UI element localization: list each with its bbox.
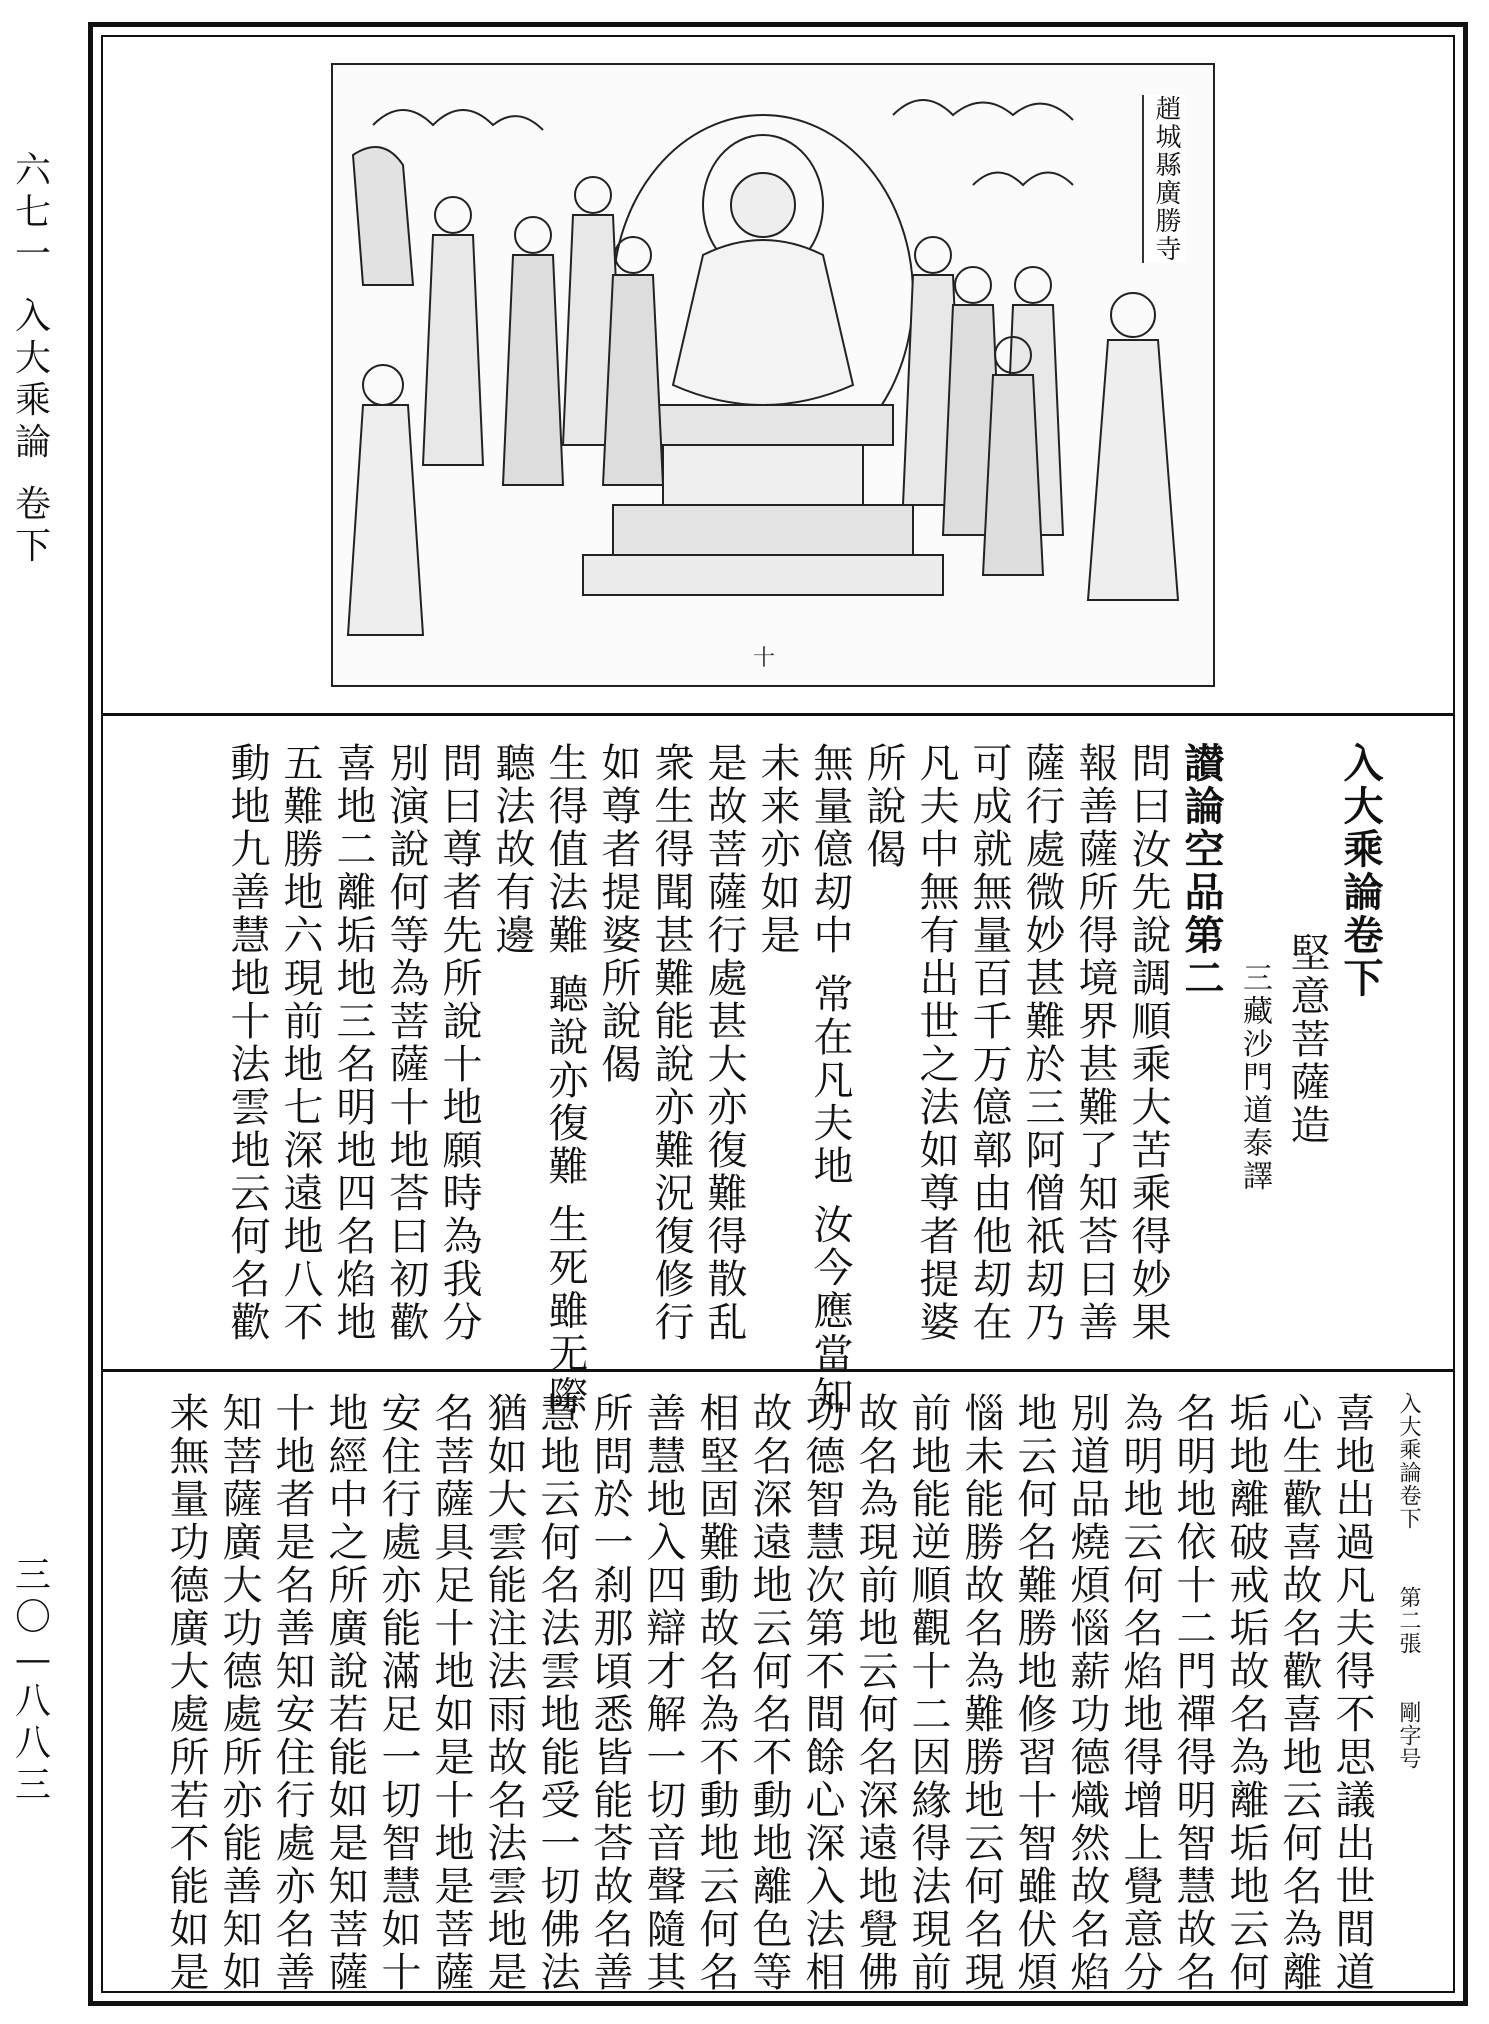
temple-label: 趙城縣廣勝寺: [1142, 95, 1185, 263]
text-column: 為明地云何名焰地得增上覺意分: [1117, 1392, 1163, 1994]
text-column: 安住行處亦能滿足一切智慧如十: [375, 1392, 421, 1994]
margin-char: 論: [14, 422, 51, 463]
text-column: 慧地云何名法雲地能受一切佛法: [534, 1392, 580, 1994]
frontispiece-illustration: [331, 63, 1215, 687]
text-column: 地經中之所廣說若能如是知菩薩: [322, 1392, 368, 1994]
margin-char: 卷: [14, 484, 51, 525]
block-note: [1383, 1392, 1433, 1992]
text-column: 心生歡喜故名歡喜地云何名為離: [1276, 1392, 1322, 1994]
text-column: 所說偈: [860, 742, 906, 871]
text-column: 名菩薩具足十地如是十地是菩薩: [428, 1392, 474, 1994]
cloud-shape: [973, 173, 1073, 186]
margin-char: 入: [14, 296, 51, 337]
text-column: 報善薩所得境界甚難了知荅曰善: [1072, 742, 1118, 1344]
text-column: 相堅固難動故名為不動地云何名: [693, 1392, 739, 1994]
guardian-figure: [353, 147, 413, 285]
margin-label-bottom: [8, 1555, 58, 1807]
illustration-panel: [103, 37, 1453, 713]
text-column: 所問於一刹那頃悉皆能荅故名善: [587, 1392, 633, 1994]
text-column: 衆生得聞甚難能說亦難況復修行: [648, 742, 694, 1344]
margin-char: —: [15, 1639, 51, 1680]
margin-char: 八: [14, 1681, 51, 1722]
text-column: 可成就無量百千万億鄣由他刧在: [966, 742, 1012, 1344]
note-title: 入大乘論卷下: [1396, 1392, 1421, 1530]
text-column: 凡夫中無有出世之法如尊者提婆: [913, 742, 959, 1344]
text-column: 名明地依十二門禪得明智慧故名: [1170, 1392, 1216, 1994]
text-panel-continued: [103, 1369, 1453, 1994]
text-column: 猶如大雲能注法雨故名法雲地是: [481, 1392, 527, 1994]
text-column: 聽法故有邊: [489, 742, 535, 957]
text-column: 来無量功德廣大處所若不能如是: [163, 1392, 209, 1994]
text-column: 善慧地入四辯才解一切音聲隨其: [640, 1392, 686, 1994]
illustration-marker: 十: [753, 646, 776, 671]
text-column: 五難勝地六現前地七深遠地八不: [277, 742, 323, 1344]
margin-char: 乘: [14, 380, 51, 421]
page-frame: [88, 22, 1468, 2006]
margin-char: 下: [14, 526, 51, 567]
margin-char: 三: [14, 1765, 51, 1806]
text-panel-opening: [103, 713, 1453, 1419]
disciples-right: [903, 237, 1178, 600]
text-column: 功德智慧次第不間餘心深入法相: [799, 1392, 845, 1994]
buddha-assembly-drawing: [333, 65, 1213, 685]
cloud-shape: [893, 100, 1073, 120]
margin-char: 七: [14, 192, 51, 233]
text-column: 問曰汝先說調順乘大苦乘得妙果: [1125, 742, 1171, 1344]
translator-line: 三藏沙門道泰譯: [1237, 962, 1272, 1193]
margin-label-top: [8, 150, 58, 568]
throne-body: [663, 445, 863, 505]
text-column: 別演說何等為菩薩十地荅曰初歡: [383, 742, 429, 1344]
buddha-body: [673, 240, 853, 405]
throne-base: [613, 505, 913, 555]
margin-char: 三: [14, 1555, 51, 1596]
text-column: 故名深遠地云何名不動地離色等: [746, 1392, 792, 1994]
margin-char: 八: [14, 1723, 51, 1764]
text-column: 動地九善慧地十法雲地云何名歡: [224, 742, 270, 1344]
inner-frame: [101, 35, 1455, 1993]
text-column: 問曰尊者先所說十地願時為我分: [436, 742, 482, 1344]
chapter-heading: 讃論空品第二: [1178, 742, 1225, 1000]
continued-columns: [158, 1392, 1433, 1992]
text-column: 故名為現前地云何名深遠地覺佛: [852, 1392, 898, 1994]
margin-char: 〇: [14, 1597, 51, 1638]
text-column: 垢地離破戒垢故名為離垢地云何: [1223, 1392, 1269, 1994]
text-column: 薩行處微妙甚難於三阿僧祇刧乃: [1019, 742, 1065, 1344]
text-column: 如尊者提婆所說偈: [595, 742, 641, 1086]
text-column: 十地者是名善知安住行處亦名善: [269, 1392, 315, 1994]
cloud-shape: [373, 110, 543, 130]
margin-char: 一: [14, 234, 51, 275]
text-column: 是故菩薩行處甚大亦復難得散乱: [701, 742, 747, 1344]
note-mark: 剛字号: [1396, 1701, 1421, 1770]
text-column: 別道品燒煩惱薪功德熾然故名焰: [1064, 1392, 1110, 1994]
text-column: 無量億刧中 常在凡夫地 汝今應當知: [807, 742, 853, 1419]
text-column: 知菩薩廣大功德處所亦能善知如: [216, 1392, 262, 1994]
note-page: 第二張: [1396, 1586, 1421, 1655]
buddha-head: [731, 173, 795, 237]
margin-char: 大: [14, 338, 51, 379]
text-column: 地云何名難勝地修習十智雖伏煩: [1011, 1392, 1057, 1994]
text-column: 惱未能勝故名為難勝地云何名現: [958, 1392, 1004, 1994]
text-column: 喜地出過凡夫得不思議出世間道: [1329, 1392, 1375, 1994]
throne-top: [633, 405, 893, 445]
opening-columns: [219, 742, 1385, 1419]
text-column: 未来亦如是: [754, 742, 800, 957]
text-column: 生得值法難 聽說亦復難 生死雖无際: [542, 742, 588, 1419]
text-column: 前地能逆順觀十二因緣得法現前: [905, 1392, 951, 1994]
author-line: 堅意菩薩造: [1284, 932, 1330, 1147]
margin-char: 六: [14, 150, 51, 191]
scroll-title: 入大乘論卷下: [1337, 742, 1384, 1000]
throne-step: [583, 555, 943, 595]
text-column: 喜地二離垢地三名明地四名焰地: [330, 742, 376, 1344]
